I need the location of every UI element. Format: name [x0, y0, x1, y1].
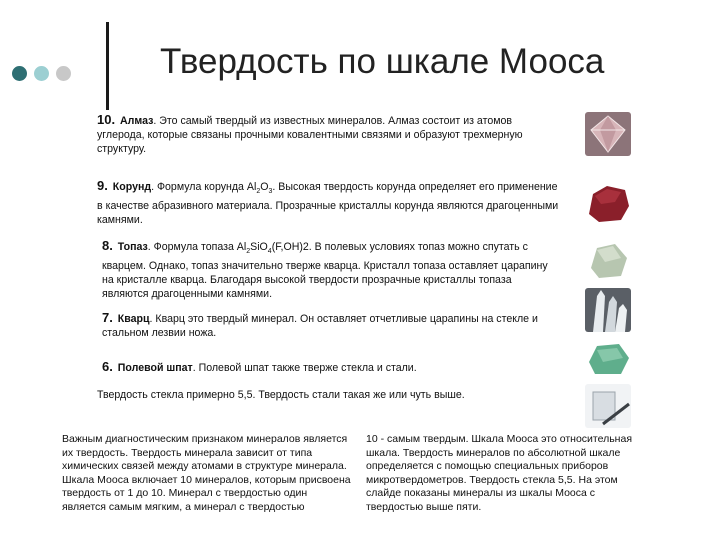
entry-text: . Кварц это твердый минерал. Он оставляет отчетливые царапины на стекле и стальном лезвии ножа. — [102, 313, 538, 339]
entry-name: Топаз — [117, 241, 148, 253]
note-right: 10 - самым твердым. Шкала Мооса это относительная шкала. Твердость минералов по абсолютной шкале определяется с помощью специальных приборов микротвердометров. Твердость стекла 5,5. На этом слайде показаны минералы из шкалы Мооса с твердостью выше пяти. — [366, 433, 633, 513]
formula-subscript: 2 — [246, 248, 251, 256]
glass-steel-icon — [585, 384, 631, 428]
feldspar-icon — [585, 336, 631, 380]
title-divider — [106, 22, 109, 110]
decor-dot-dark — [12, 66, 27, 81]
entry-number: 6. — [102, 359, 113, 374]
quartz-icon — [585, 288, 631, 332]
topaz-icon — [585, 238, 631, 282]
formula-subscript: 2 — [256, 188, 261, 196]
entry-text: (F,OH)2. В полевых условиях топаз можно спутать с кварцем. Однако, топаз значительно тверже кварца. Кристалл топаза оставляет царапину на кристалле кварца. Благодаря высокой твердости прозрачные кристаллы топаза являются драгоценными камнями. — [102, 241, 548, 301]
formula-part: O — [260, 181, 269, 193]
entry-name: Алмаз — [120, 115, 154, 127]
note-left: Важным диагностическим признаком минералов является их твердость. Твердость минерала зависит от типа химических связей между атомами в структуре минерала. Шкала Мооса включает 10 минералов, которым присвоена твердость от 1 до 10. Минерал с твердостью один является самым мягким, а минерал с твердостью — [62, 433, 351, 513]
entry-name: Полевой шпат — [117, 362, 193, 374]
corundum-icon — [585, 180, 631, 224]
entry-number: 10. — [97, 112, 116, 127]
entry-text: . Это самый твердый из известных минералов. Алмаз состоит из атомов углерода, которые связаны прочными ковалентными связями и образуют трехмерную структуру. — [97, 115, 523, 155]
decor-dot-gray — [56, 66, 71, 81]
glass-note: Твердость стекла примерно 5,5. Твердость стали такая же или чуть выше. — [97, 389, 465, 401]
entry-name: Корунд — [112, 181, 152, 193]
entry-text: . Высокая твердость корунда определяет его применение в качестве абразивного материала. Прозрачные кристаллы корунда являются драгоценными камнями. — [97, 181, 559, 227]
decor-dot-light — [34, 66, 49, 81]
slide-title: Твердость по шкале Мооса — [160, 42, 605, 81]
formula-subscript: 3 — [268, 188, 273, 196]
entry-number: 7. — [102, 310, 113, 325]
diamond-icon — [585, 112, 631, 156]
formula-part: SiO — [250, 241, 268, 253]
entry-diamond — [97, 113, 559, 156]
entry-corundum — [97, 179, 559, 227]
formula-subscript: 4 — [267, 248, 272, 256]
entry-number: 8. — [102, 238, 113, 253]
entry-text: . Формула топаза Al — [147, 241, 247, 253]
entry-topaz — [102, 239, 558, 301]
entry-text: . Полевой шпат также тверже стекла и стали. — [192, 362, 417, 374]
entry-name: Кварц — [117, 313, 150, 325]
entry-text: . Формула корунда Al — [151, 181, 257, 193]
decor-dots — [12, 66, 71, 81]
entry-number: 9. — [97, 178, 108, 193]
entry-quartz — [102, 311, 558, 340]
entry-feldspar — [102, 360, 558, 375]
